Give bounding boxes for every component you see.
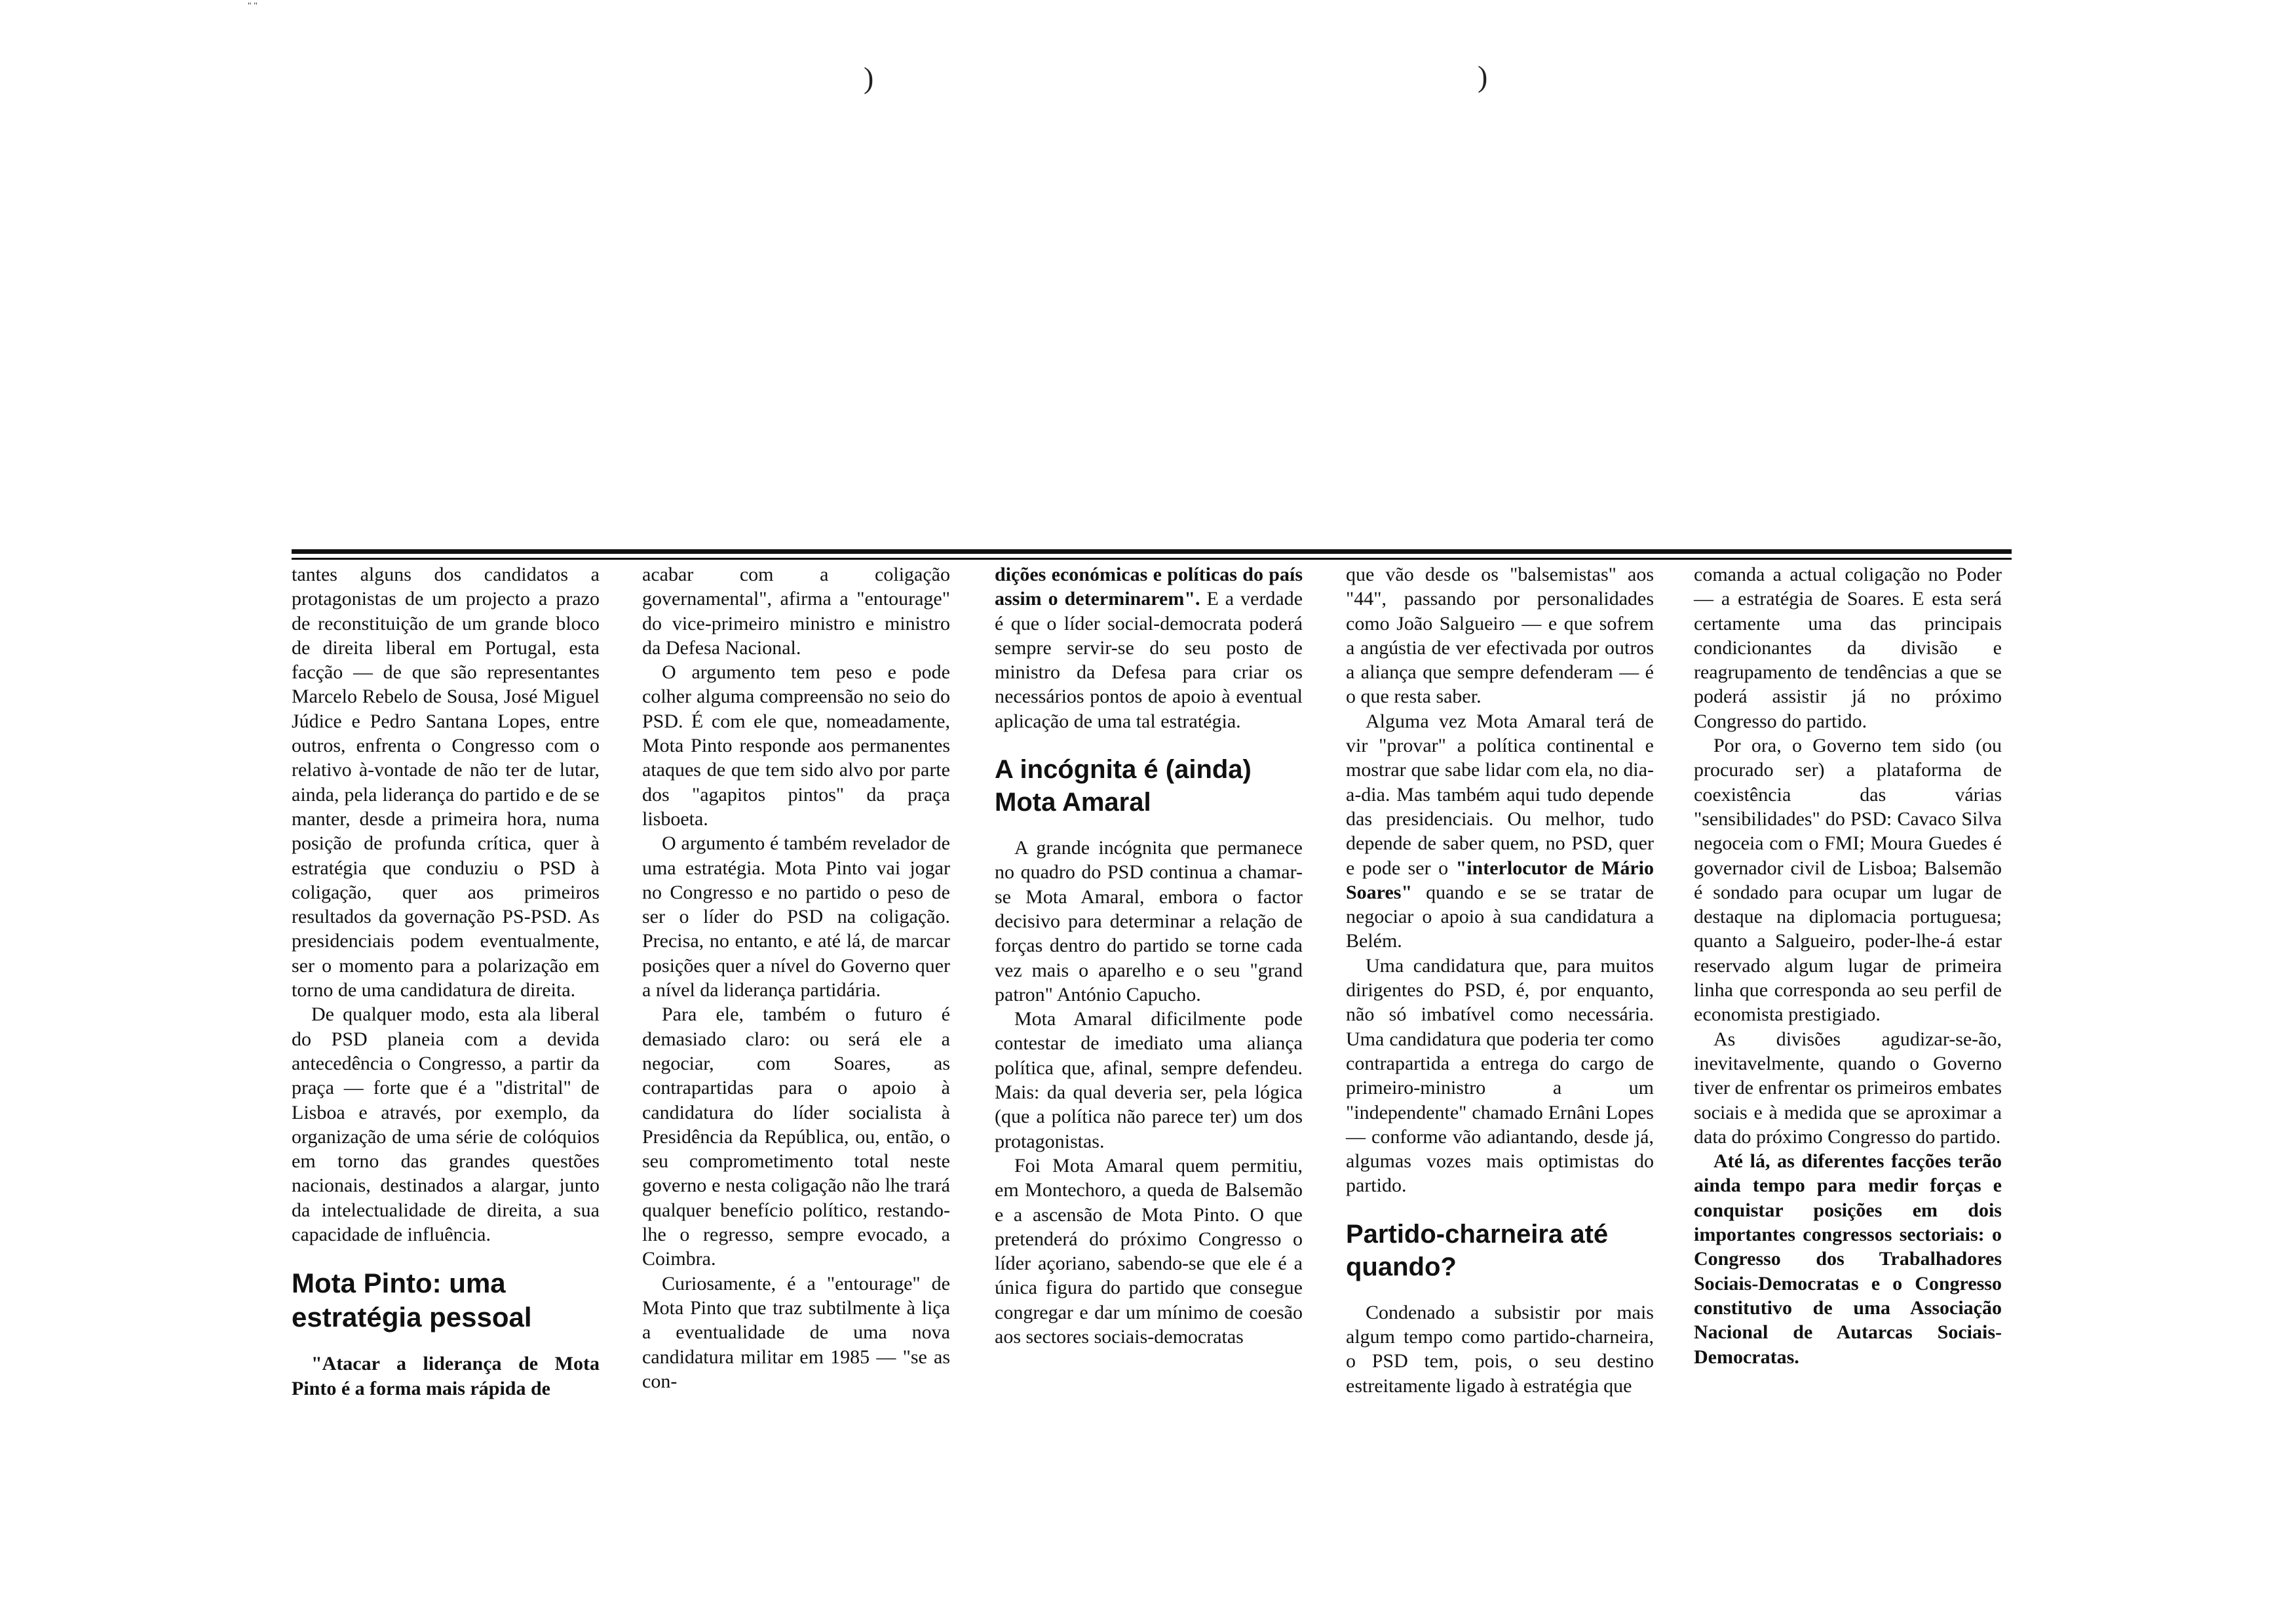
paragraph: Para ele, também o futuro é demasiado claro: ou será ele a negociar, com Soares, as contrapartidas para o apoio à candidatura do líder socialista à Presidência da República, ou, então, o seu comprometimento total neste governo e nesta coligação não lhe trará qualquer benefício político, restando-lhe o regresso, sempre evocado, a Coimbra. — [642, 1003, 950, 1270]
paragraph: A grande incógnita que permanece no quadro do PSD continua a chamar-se Mota Amaral, embora o factor decisivo para determinar a relação de forças dentro do partido se torne cada vez mais o aparelho e o seu "grand patron" António Capucho. — [995, 837, 1303, 1005]
paragraph: Condenado a subsistir por mais algum tempo como partido-charneira, o PSD tem, pois, o seu destino estreitamente ligado à estratégia que — [1346, 1301, 1654, 1397]
bold-quote: "interlocutor de Mário Soares" — [1346, 857, 1654, 903]
paragraph — [292, 1352, 600, 1401]
scan-mark: ) — [1478, 60, 1488, 93]
paragraph — [1346, 709, 1654, 954]
subheading-partido-charneira: Partido-charneira até quando? — [1346, 1219, 1609, 1281]
paragraph-text: Alguma vez Mota Amaral terá de vir "provar" a política continental e mostrar que sabe lidar com ela, no dia-a-dia. Mas também aqui tudo depende das presidenciais. Ou melhor, tudo depende de saber quem, no PSD, quer e pode ser o — [1346, 710, 1654, 879]
paragraph: O argumento tem peso e pode colher alguma compreensão no seio do PSD. É com ele que, nomeadamente, Mota Pinto responde aos permanentes ataques de que tem sido alvo por parte dos "agapitos pintos" da praça lisboeta. — [642, 661, 950, 830]
paragraph: As divisões agudizar-se-ão, inevitavelmente, quando o Governo tiver de enfrentar os primeiros embates sociais e à medida que se aproximar a data do próximo Congresso do partido. — [1694, 1028, 2002, 1148]
bold-quote: dições económicas e políticas do país assim o determinarem". — [995, 564, 1303, 610]
subheading-incognita: A incógnita é (ainda) Mota Amaral — [995, 755, 1252, 817]
article-column-2 — [642, 562, 950, 1393]
paragraph: Por ora, o Governo tem sido (ou procurado ser) a plataforma de coexistência das várias "sensibilidades" do PSD: Cavaco Silva negoceia com o FMI; Moura Guedes é governador civil de Lisboa; Balsemão é sondado para ocupar um lugar de destaque na diplomacia portuguesa; quanto a Salgueiro, poder-lhe-á estar reservado algum lugar de primeira linha que corresponda ao seu perfil de economista prestigiado. — [1694, 735, 2002, 1026]
scan-mark: ) — [864, 61, 874, 94]
top-rule-thin — [292, 558, 2012, 560]
scan-speck: " " — [248, 1, 258, 11]
paragraph: De qualquer modo, esta ala liberal do PSD planeia com a devida antecedência o Congresso, a partir da praça — forte que é a "distrital" de Lisboa e através, por exemplo, da organização de uma série de colóquios em torno das grandes questões nacionais, destinados a alargar, junto da intelectualidade de direita, a sua capacidade de influência. — [292, 1003, 600, 1246]
bold-quote: "Atacar a liderança de Mota Pinto é a forma mais rápida de — [292, 1353, 600, 1399]
paragraph: O argumento é também revelador de uma estratégia. Mota Pinto vai jogar no Congresso e no partido o peso de ser o líder do PSD na coligação. Precisa, no entanto, e até lá, de marcar posições quer a nível do Governo quer a nível da liderança partidária. — [642, 832, 950, 1002]
article-column-3 — [995, 562, 1303, 1349]
subheading-mota-pinto: Mota Pinto: uma estratégia pessoal — [292, 1268, 532, 1333]
paragraph — [1694, 1149, 2002, 1369]
paragraph: acabar com a coligação governamental", afirma a "entourage" do vice-primeiro ministro e ministro da Defesa Nacional. — [642, 564, 950, 659]
paragraph: Uma candidatura que, para muitos dirigentes do PSD, é, por enquanto, não só imbatível como necessária. Uma candidatura que poderia ter como contrapartida a entrega do cargo de primeiro-ministro a um "independente" chamado Ernâni Lopes — conforme vão adiantando, desde já, algumas vozes mais optimistas do partido. — [1346, 954, 1654, 1197]
paragraph: comanda a actual coligação no Poder — a estratégia de Soares. E esta será certamente uma das principais condicionantes da divisão e reagrupamento de tendências a que se poderá assistir já no próximo Congresso do partido. — [1694, 564, 2002, 732]
paragraph-text: quando e se se tratar de negociar o apoio à sua candidatura a Belém. — [1346, 881, 1654, 952]
paragraph: Mota Amaral dificilmente pode contestar de imediato uma aliança política que, afinal, sempre defendeu. Mais: da qual deveria ser, pela lógica (que a política não parece ter) um dos protagonistas. — [995, 1008, 1303, 1152]
paragraph: tantes alguns dos candidatos a protagonistas de um projecto a prazo de reconstituição de um grande bloco de direita liberal em Portugal, esta facção — de que são representantes Marcelo Rebelo de Sousa, José Miguel Júdice e Pedro Santana Lopes, entre outros, enfrenta o Congresso com o relativo à-vontade de não ter de lutar, ainda, pela liderança do partido e de se manter, desde a primeira hora, numa posição de profunda crítica, quer à estratégia que conduziu o PSD à coligação, quer aos primeiros resultados da governação PS-PSD. As presidenciais podem eventualmente, ser o momento para a polarização em torno de uma candidatura de direita. — [292, 564, 600, 1002]
paragraph: Foi Mota Amaral quem permitiu, em Montechoro, a queda de Balsemão e a ascensão de Mota Pinto. O que pretenderá do próximo Congresso o líder açoriano, sabendo-se que ele é a única figura do partido que consegue congregar e dar um mínimo de coesão aos sectores sociais-democratas — [995, 1154, 1303, 1348]
paragraph-text: E a verdade é que o líder social-democrata poderá sempre servir-se do seu posto de ministro da Defesa para criar os necessários pontos de apoio à eventual aplicação de uma tal estratégia. — [995, 588, 1303, 732]
paragraph: que vão desde os "balsemistas" aos "44", passando por personalidades como João Salgueiro — e que sofrem a angústia de ver efectivada por outros a aliança que sempre defenderam — é o que resta saber. — [1346, 564, 1654, 708]
top-rule — [292, 549, 2012, 554]
article-column-4 — [1346, 562, 1654, 1398]
paragraph: Curiosamente, é a "entourage" de Mota Pinto que traz subtilmente à liça a eventualidade de uma nova candidatura militar em 1985 — "se as con- — [642, 1272, 950, 1392]
paragraph — [995, 562, 1303, 733]
bold-paragraph: Até lá, as diferentes facções terão ainda tempo para medir forças e conquistar posições em dois importantes congressos sectoriais: o Congresso dos Trabalhadores Sociais-Democratas e o Congresso constitutivo de uma Associação Nacional de Autarcas Sociais-Democratas. — [1694, 1150, 2002, 1368]
article-column-5 — [1694, 562, 2002, 1369]
article-column-1 — [292, 562, 600, 1401]
